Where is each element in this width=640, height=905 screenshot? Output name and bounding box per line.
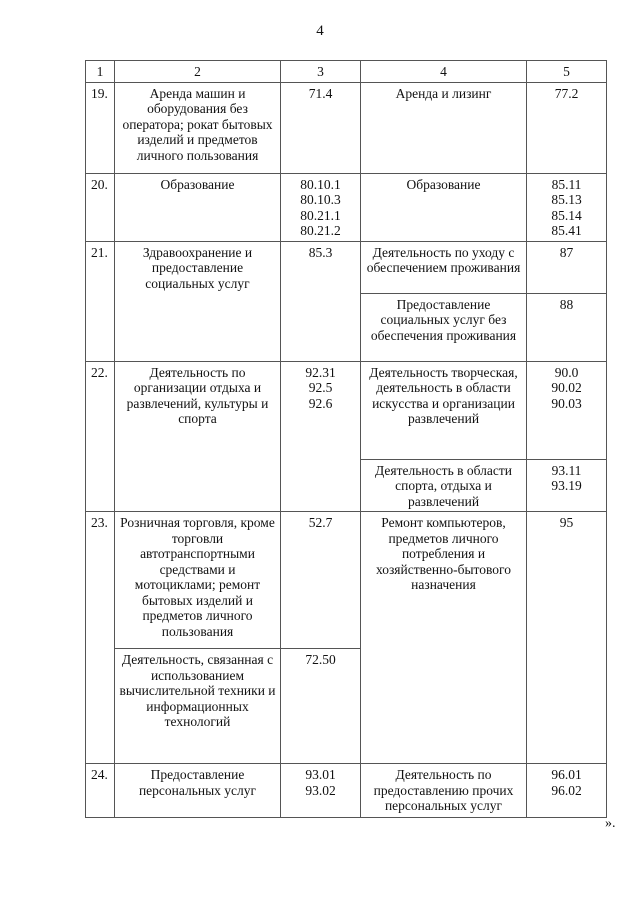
old-code: 80.10.1 <box>300 176 341 192</box>
row-number: 22. <box>86 361 115 512</box>
new-code: 85.14 <box>551 207 582 223</box>
row-number: 19. <box>86 82 115 173</box>
new-activity-codes <box>527 173 607 241</box>
classification-table <box>85 60 607 818</box>
page-number: 4 <box>316 23 324 39</box>
old-activity-name: Предоставление персональных услуг <box>115 764 281 818</box>
new-code: 93.11 <box>551 462 582 478</box>
new-activity-code: 77.2 <box>527 82 607 173</box>
old-code: 80.10.3 <box>300 192 341 207</box>
old-activity-name: Розничная торговля, кроме торговли автотранспортными средствами и мотоциклами; ремонт бытовых изделий и предметов личного пользования <box>115 512 281 649</box>
column-header: 3 <box>281 61 361 83</box>
new-code: 85.13 <box>551 192 582 207</box>
table-row <box>86 512 607 649</box>
old-activity-codes <box>281 764 361 818</box>
new-code: 96.02 <box>551 782 582 798</box>
new-activity-name: Деятельность творческая, деятельность в области искусства и организации развлечений <box>361 361 527 459</box>
old-activity-code: 72.50 <box>281 649 361 764</box>
new-activity-name: Деятельность по уходу с обеспечением проживания <box>361 241 527 293</box>
new-activity-codes <box>527 764 607 818</box>
row-number: 21. <box>86 241 115 361</box>
table-row <box>86 241 607 293</box>
table-row <box>86 361 607 459</box>
old-activity-name: Здравоохранение и предоставление социальных услуг <box>115 241 281 361</box>
new-activity-codes <box>527 459 607 512</box>
old-code: 92.31 <box>305 364 336 380</box>
old-activity-name: Деятельность, связанная с использованием вычислительной техники и информационных технологий <box>115 649 281 764</box>
old-code: 93.01 <box>305 767 336 782</box>
old-activity-name: Образование <box>115 173 281 241</box>
new-activity-code: 88 <box>527 293 607 361</box>
new-activity-code: 87 <box>527 241 607 293</box>
old-code: 93.02 <box>305 782 336 798</box>
old-activity-codes <box>281 173 361 241</box>
new-activity-codes <box>527 361 607 459</box>
table-header-row <box>86 61 607 83</box>
old-activity-code: 52.7 <box>281 512 361 649</box>
new-activity-name: Образование <box>361 173 527 241</box>
new-activity-name: Аренда и лизинг <box>361 82 527 173</box>
old-activity-codes <box>281 361 361 512</box>
old-code: 92.6 <box>308 395 333 411</box>
new-code: 90.02 <box>551 380 582 395</box>
old-code: 92.5 <box>308 380 333 395</box>
new-activity-name: Деятельность в области спорта, отдыха и развлечений <box>361 459 527 512</box>
old-activity-name: Деятельность по организации отдыха и развлечений, культуры и спорта <box>115 361 281 512</box>
old-code: 80.21.1 <box>300 207 341 223</box>
old-activity-name: Аренда машин и оборудования без оператора; рокат бытовых изделий и предметов личного пользования <box>115 82 281 173</box>
new-code: 85.41 <box>551 223 582 238</box>
column-header: 4 <box>361 61 527 83</box>
row-number: 20. <box>86 173 115 241</box>
new-code: 93.19 <box>551 478 582 493</box>
column-header: 1 <box>86 61 115 83</box>
new-activity-code: 95 <box>527 512 607 764</box>
row-number: 24. <box>86 764 115 818</box>
column-header: 5 <box>527 61 607 83</box>
old-activity-code: 85.3 <box>281 241 361 361</box>
column-header: 2 <box>115 61 281 83</box>
table-row <box>86 82 607 173</box>
closing-quote-mark: ». <box>605 816 616 831</box>
old-code: 80.21.2 <box>300 223 341 238</box>
table-row <box>86 173 607 241</box>
new-code: 90.0 <box>554 364 579 380</box>
old-activity-code: 71.4 <box>281 82 361 173</box>
new-activity-name: Ремонт компьютеров, предметов личного потребления и хозяйственно-бытового назначения <box>361 512 527 764</box>
new-activity-name: Деятельность по предоставлению прочих персональных услуг <box>361 764 527 818</box>
new-activity-name: Предоставление социальных услуг без обеспечения проживания <box>361 293 527 361</box>
table-row <box>86 764 607 818</box>
new-code: 85.11 <box>551 176 582 192</box>
new-code: 96.01 <box>551 767 582 782</box>
new-code: 90.03 <box>551 395 582 411</box>
row-number: 23. <box>86 512 115 764</box>
